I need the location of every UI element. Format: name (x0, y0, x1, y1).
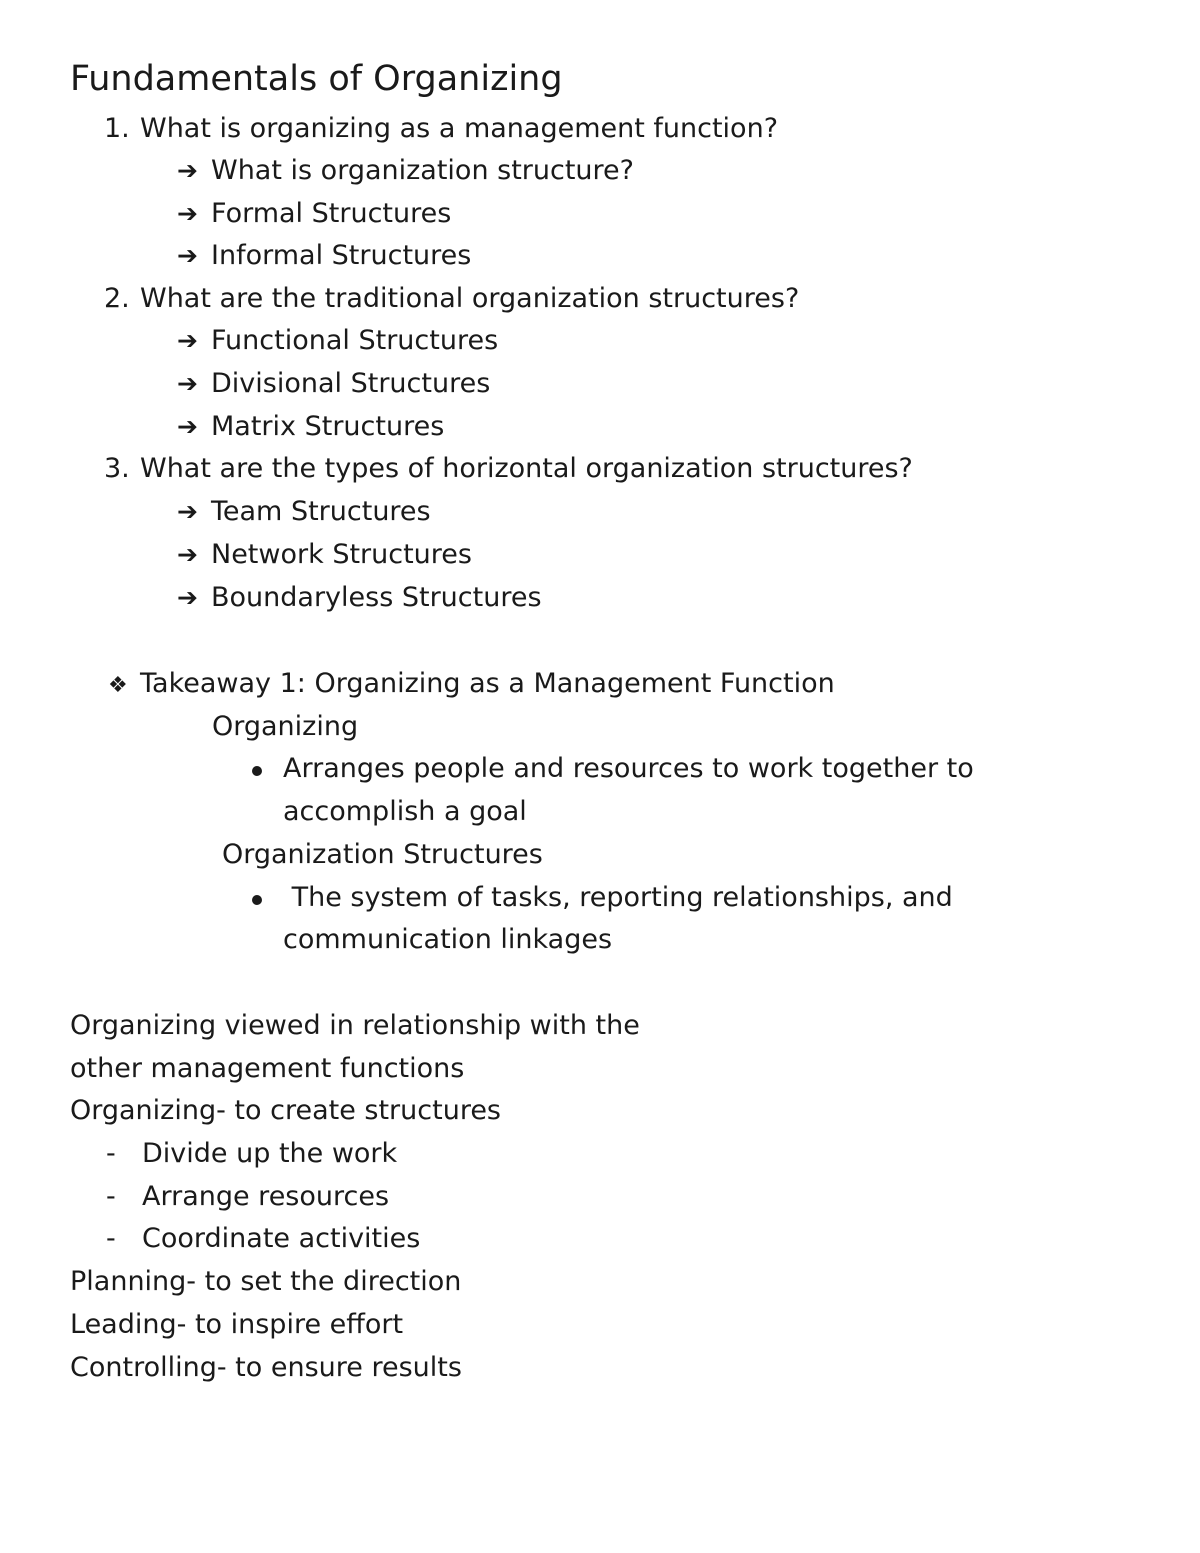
arrow-icon: ➔ (177, 583, 198, 612)
outline-subitem-text: Divisional Structures (211, 368, 491, 399)
bullet-icon (252, 766, 262, 776)
dash-bullet: - (106, 1138, 116, 1169)
outline-subitem-text: Matrix Structures (211, 411, 445, 442)
outline-number: 1. (104, 113, 130, 144)
dash-bullet: - (106, 1181, 116, 1212)
arrow-icon: ➔ (177, 199, 198, 228)
bullet-icon (252, 895, 262, 905)
controlling-line: Controlling- to ensure results (70, 1352, 462, 1383)
diamond-bullet-icon: ❖ (108, 673, 128, 698)
outline-subitem-text: Boundaryless Structures (211, 582, 542, 613)
outline-subitem-text: Functional Structures (211, 325, 499, 356)
dash-bullet: - (106, 1223, 116, 1254)
takeaway-heading (108, 666, 835, 704)
outline-subitem (177, 238, 471, 274)
page-title: Fundamentals of Organizing (70, 59, 563, 99)
outline-question-text: What are the types of horizontal organization structures? (140, 453, 913, 484)
organizing-item-text: Coordinate activities (142, 1223, 421, 1254)
outline-subitem (177, 409, 444, 445)
relationship-intro: Organizing viewed in relationship with the (70, 1010, 640, 1041)
outline-number: 3. (104, 453, 130, 484)
outline-question (104, 111, 778, 147)
organizing-item (106, 1221, 420, 1257)
outline-question (104, 451, 913, 487)
takeaway-definition: Arranges people and resources to work together to (283, 753, 974, 784)
outline-subitem-text: Informal Structures (211, 240, 472, 271)
arrow-icon: ➔ (177, 156, 198, 185)
takeaway-definition: communication linkages (283, 924, 613, 955)
outline-subitem-text: Formal Structures (211, 198, 452, 229)
outline-subitem-text: Team Structures (211, 496, 431, 527)
arrow-icon: ➔ (177, 326, 198, 355)
outline-question (104, 281, 799, 317)
takeaway-term: Organization Structures (222, 839, 543, 870)
outline-subitem (177, 323, 498, 359)
arrow-icon: ➔ (177, 540, 198, 569)
outline-subitem (177, 366, 490, 402)
outline-subitem (177, 494, 431, 530)
outline-subitem (177, 196, 451, 232)
leading-line: Leading- to inspire effort (70, 1309, 404, 1340)
takeaway-term: Organizing (212, 711, 359, 742)
arrow-icon: ➔ (177, 369, 198, 398)
takeaway-definition: The system of tasks, reporting relationships, and (283, 882, 953, 913)
outline-subitem (177, 537, 472, 573)
relationship-intro: other management functions (70, 1053, 465, 1084)
organizing-item-text: Arrange resources (142, 1181, 390, 1212)
arrow-icon: ➔ (177, 497, 198, 526)
outline-question-text: What is organizing as a management function? (140, 113, 779, 144)
outline-question-text: What are the traditional organization structures? (140, 283, 800, 314)
takeaway-heading-text: Takeaway 1: Organizing as a Management Function (140, 668, 835, 699)
organizing-item (106, 1136, 397, 1172)
planning-line: Planning- to set the direction (70, 1266, 462, 1297)
arrow-icon: ➔ (177, 412, 198, 441)
outline-subitem-text: Network Structures (211, 539, 472, 570)
arrow-icon: ➔ (177, 241, 198, 270)
takeaway-definition: accomplish a goal (283, 796, 527, 827)
organizing-item (106, 1179, 389, 1215)
organizing-item-text: Divide up the work (142, 1138, 398, 1169)
outline-subitem (177, 153, 634, 189)
outline-number: 2. (104, 283, 130, 314)
outline-subitem (177, 580, 542, 616)
organizing-line: Organizing- to create structures (70, 1095, 501, 1126)
outline-subitem-text: What is organization structure? (211, 155, 634, 186)
